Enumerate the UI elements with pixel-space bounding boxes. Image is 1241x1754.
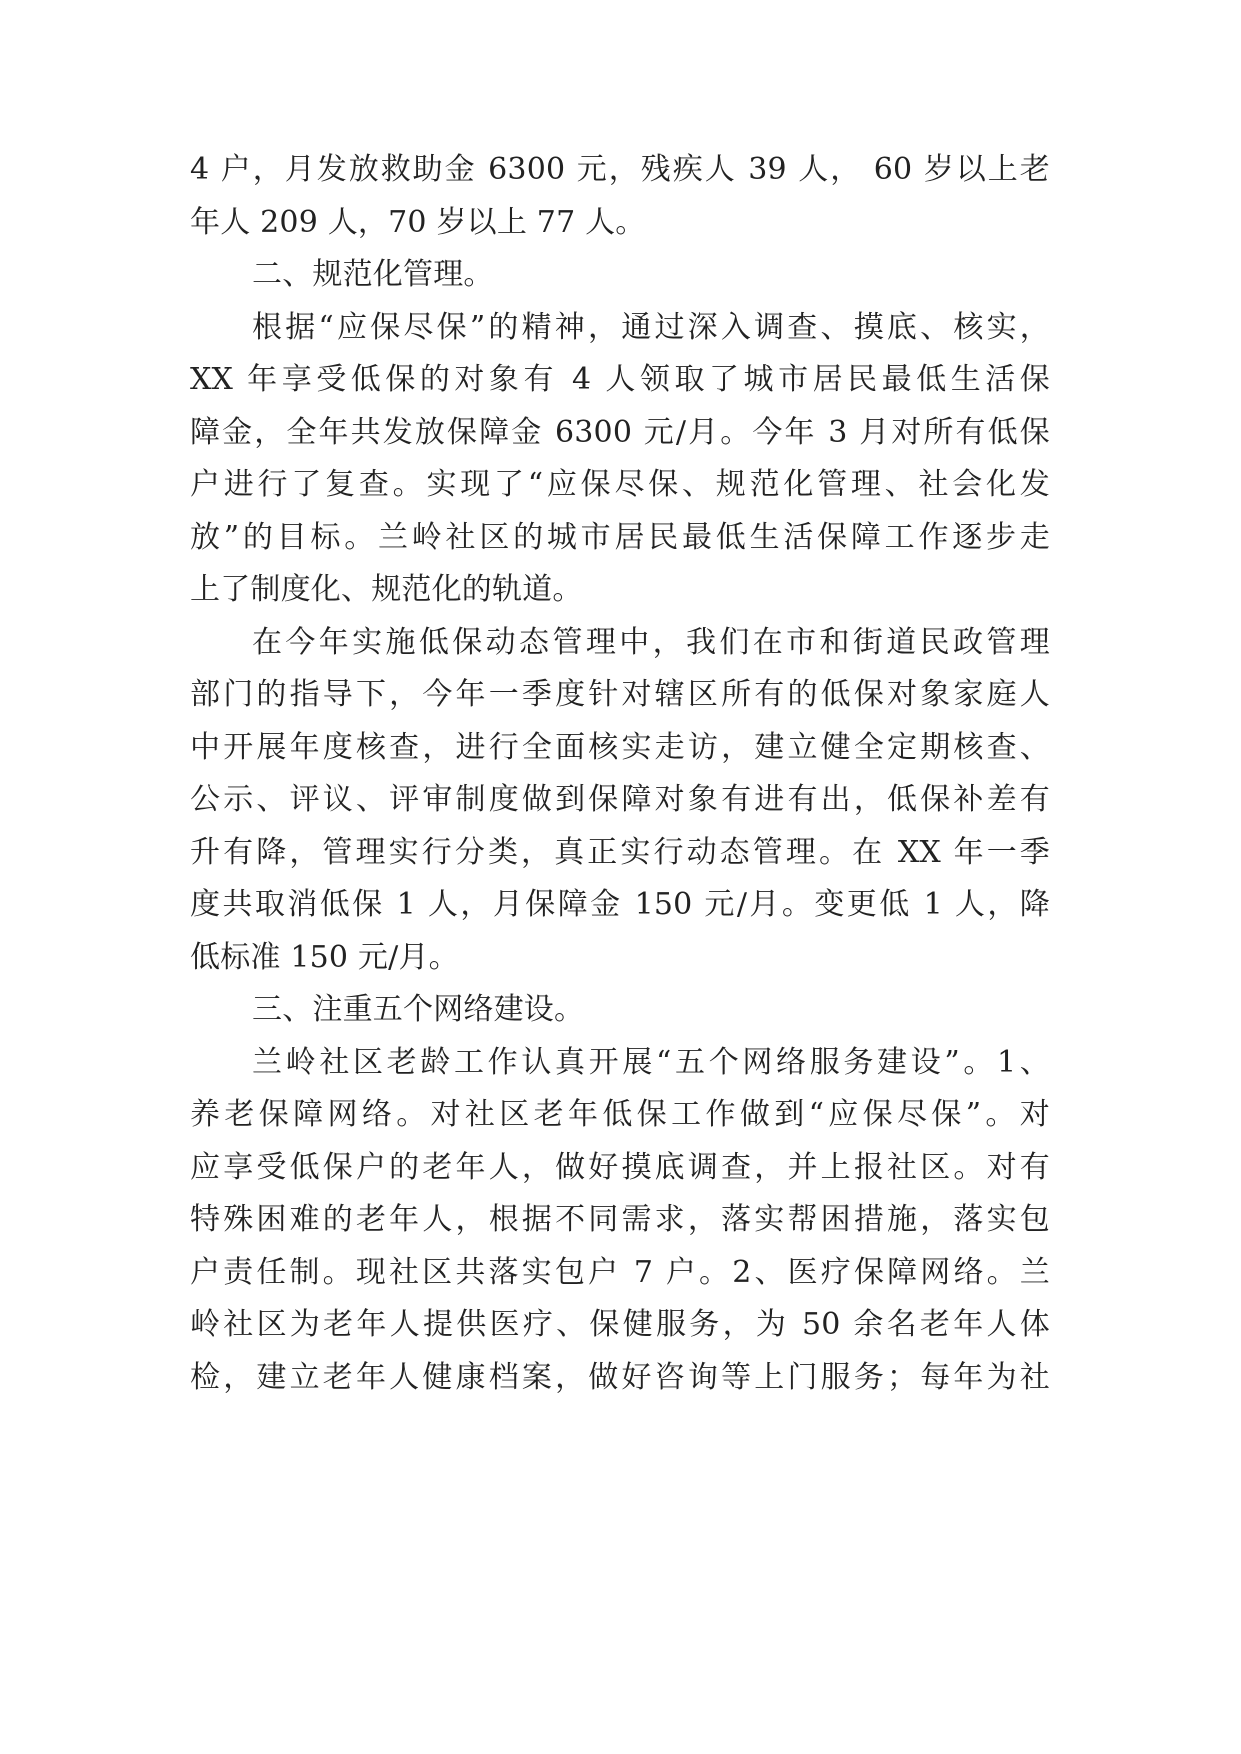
text-line: 年人 209 人，70 岁以上 77 人。 xyxy=(190,205,646,240)
text-line: 特殊困难的老年人，根据不同需求，落实帮困措施，落实包 xyxy=(190,1202,1050,1237)
text-line: 应享受低保户的老年人，做好摸底调查，并上报社区。对有 xyxy=(190,1150,1050,1185)
text-line: 升有降，管理实行分类，真正实行动态管理。在 XX 年一季 xyxy=(190,835,1050,870)
text-line: 户进行了复查。实现了“应保尽保、规范化管理、社会化发 xyxy=(190,467,1050,502)
text-line: 在今年实施低保动态管理中，我们在市和街道民政管理 xyxy=(252,625,1050,660)
text-line: 放”的目标。兰岭社区的城市居民最低生活保障工作逐步走 xyxy=(190,520,1050,555)
text-line: 4 户，月发放救助金 6300 元，残疾人 39 人， 60 岁以上老 xyxy=(190,152,1050,187)
text-line: 低标准 150 元/月。 xyxy=(190,940,459,975)
text-line: 中开展年度核查，进行全面核实走访，建立健全定期核查、 xyxy=(190,730,1050,765)
text-line: 三、注重五个网络建设。 xyxy=(252,992,585,1027)
text-line: 养老保障网络。对社区老年低保工作做到“应保尽保”。对 xyxy=(190,1097,1050,1132)
text-line: 兰岭社区老龄工作认真开展“五个网络服务建设”。1、 xyxy=(252,1045,1050,1080)
text-line: 根据“应保尽保”的精神，通过深入调查、摸底、核实， xyxy=(252,310,1050,345)
text-line: 户责任制。现社区共落实包户 7 户。2、医疗保障网络。兰 xyxy=(190,1255,1050,1290)
text-line: XX 年享受低保的对象有 4 人领取了城市居民最低生活保 xyxy=(190,362,1050,397)
text-line: 度共取消低保 1 人，月保障金 150 元/月。变更低 1 人，降 xyxy=(190,887,1050,922)
text-line: 公示、评议、评审制度做到保障对象有进有出，低保补差有 xyxy=(190,782,1050,817)
text-line: 上了制度化、规范化的轨道。 xyxy=(190,572,583,607)
text-line: 障金，全年共发放保障金 6300 元/月。今年 3 月对所有低保 xyxy=(190,415,1050,450)
text-line: 岭社区为老年人提供医疗、保健服务，为 50 余名老年人体 xyxy=(190,1307,1050,1342)
text-line: 检，建立老年人健康档案，做好咨询等上门服务；每年为社 xyxy=(190,1360,1050,1395)
text-line: 二、规范化管理。 xyxy=(252,257,494,292)
text-line: 部门的指导下，今年一季度针对辖区所有的低保对象家庭人 xyxy=(190,677,1050,712)
